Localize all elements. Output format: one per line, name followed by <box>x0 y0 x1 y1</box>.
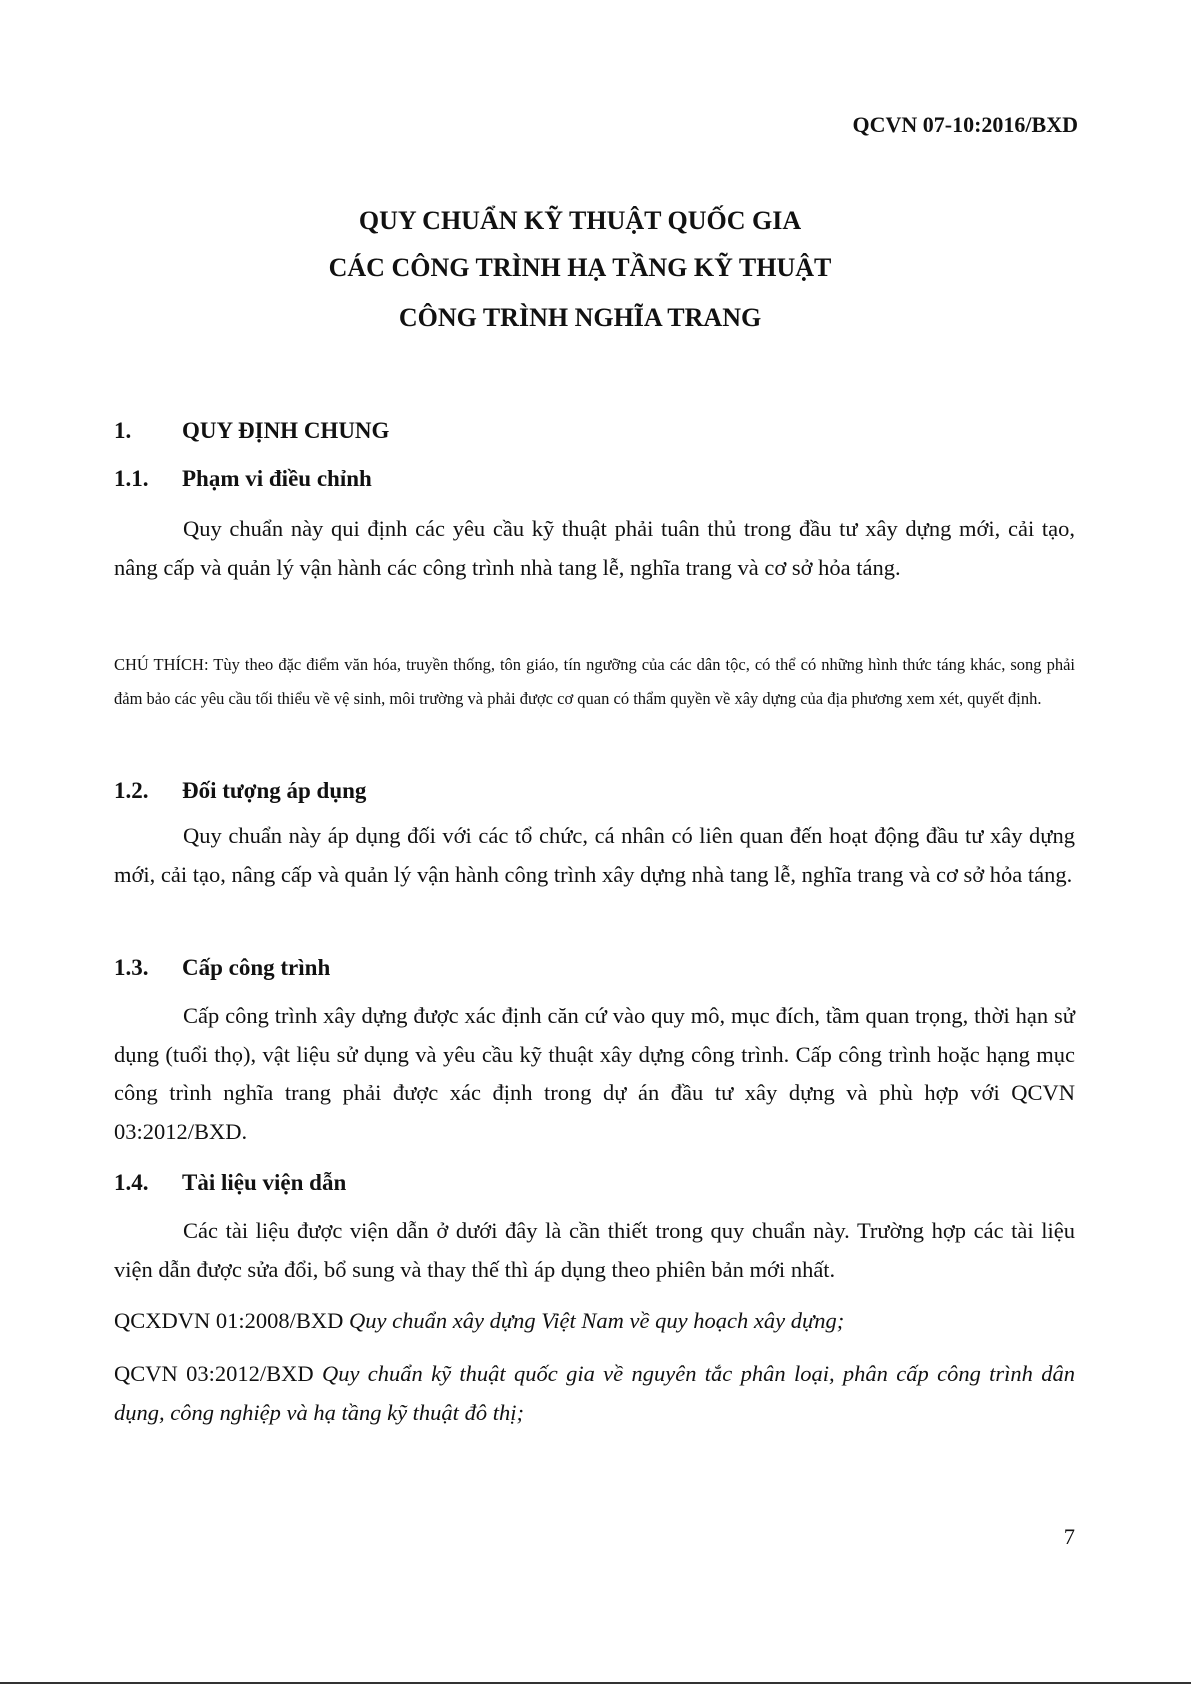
section-number: 1.3. <box>114 955 149 980</box>
section-heading-1-3 <box>114 955 330 981</box>
reference-item <box>114 1354 1075 1432</box>
reference-code: QCXDVN 01:2008/BXD <box>114 1308 344 1333</box>
title-line-3: CÔNG TRÌNH NGHĨA TRANG <box>398 303 762 332</box>
section-number: 1.2. <box>114 778 149 803</box>
section-heading-1-1 <box>114 466 372 492</box>
section-heading-1-2 <box>114 778 366 804</box>
section-title: QUY ĐỊNH CHUNG <box>182 418 390 443</box>
title-line-2: CÁC CÔNG TRÌNH HẠ TẦNG KỸ THUẬT <box>328 253 832 282</box>
paragraph-applicability: Quy chuẩn này áp dụng đối với các tổ chức, cá nhân có liên quan đến hoạt động đầu tư xây dựng mới, cải tạo, nâng cấp và quản lý vận hành công trình xây dựng nhà tang lễ, nghĩa trang và cơ sở hỏa táng. <box>114 823 1075 887</box>
section-title: Tài liệu viện dẫn <box>182 1170 347 1195</box>
title-line-1: QUY CHUẨN KỸ THUẬT QUỐC GIA <box>358 206 802 235</box>
paragraph-references: Các tài liệu được viện dẫn ở dưới đây là cần thiết trong quy chuẩn này. Trường hợp các tài liệu viện dẫn được sửa đổi, bổ sung và thay thế thì áp dụng theo phiên bản mới nhất. <box>114 1218 1075 1282</box>
section-title: Cấp công trình <box>182 955 331 980</box>
paragraph-scope: Quy chuẩn này qui định các yêu cầu kỹ thuật phải tuân thủ trong đầu tư xây dựng mới, cải tạo, nâng cấp và quản lý vận hành các công trình nhà tang lễ, nghĩa trang và cơ sở hỏa táng. <box>114 516 1075 580</box>
reference-title: Quy chuẩn xây dựng Việt Nam về quy hoạch xây dựng; <box>349 1308 845 1333</box>
page-bottom-edge <box>0 1682 1191 1684</box>
reference-code: QCVN 03:2012/BXD <box>114 1361 314 1386</box>
reference-title: Quy chuẩn kỹ thuật quốc gia về nguyên tắc phân loại, phân cấp công trình dân dụng, công nghiệp và hạ tầng kỹ thuật đô thị; <box>114 1361 1076 1425</box>
section-title: Đối tượng áp dụng <box>182 778 367 803</box>
section-number: 1.4. <box>114 1170 149 1195</box>
section-heading-1 <box>114 418 389 444</box>
section-heading-1-4 <box>114 1170 346 1196</box>
paragraph-construction-grade: Cấp công trình xây dựng được xác định căn cứ vào quy mô, mục đích, tầm quan trọng, thời hạn sử dụng (tuổi thọ), vật liệu sử dụng và yêu cầu kỹ thuật xây dựng công trình. Cấp công trình hoặc hạng mục công trình nghĩa trang phải được xác định trong dự án đầu tư xây dựng và phù hợp với QCVN 03:2012/BXD. <box>114 1003 1075 1144</box>
note-paragraph: CHÚ THÍCH: Tùy theo đặc điểm văn hóa, truyền thống, tôn giáo, tín ngưỡng của các dân tộc, có thể có những hình thức táng khác, song phải đảm bảo các yêu cầu tối thiểu về vệ sinh, môi trường và phải được cơ quan có thẩm quyền về xây dựng của địa phương xem xét, quyết định. <box>114 655 1075 708</box>
section-number: 1. <box>114 418 132 443</box>
section-title: Phạm vi điều chỉnh <box>182 466 372 491</box>
section-number: 1.1. <box>114 466 149 491</box>
page-number: 7 <box>1063 1524 1075 1549</box>
document-code-header: QCVN 07-10:2016/BXD <box>852 112 1078 137</box>
reference-item <box>114 1301 1075 1340</box>
